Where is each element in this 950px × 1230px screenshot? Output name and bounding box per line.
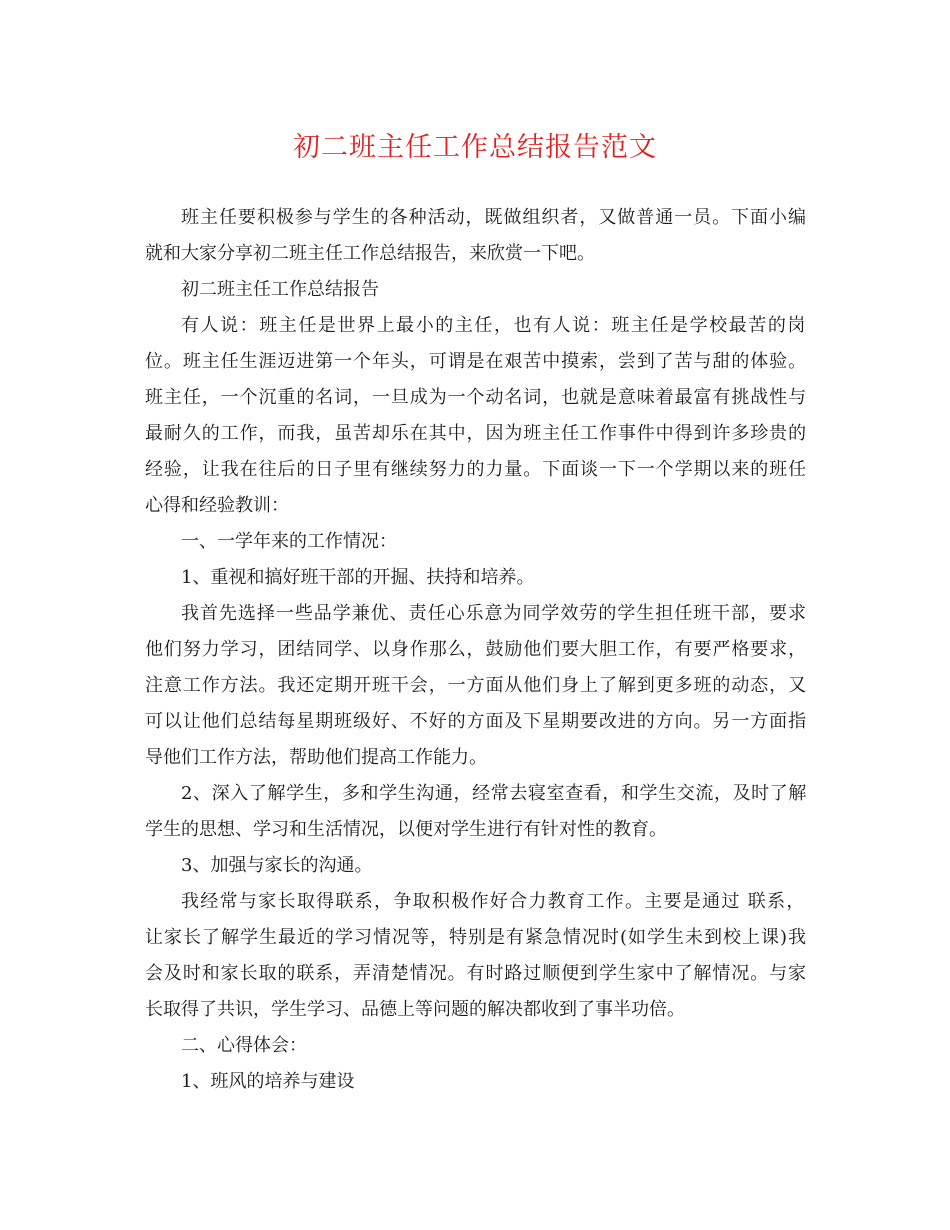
paragraph-line: 班主任，一个沉重的名词，一旦成为一个动名词，也就是意味着最富有挑战性与	[145, 387, 807, 408]
paragraph-line: 班主任要积极参与学生的各种活动，既做组织者，又做普通一员。下面小编	[181, 207, 807, 228]
paragraph-line: 我经常与家长取得联系，争取积极作好合力教育工作。主要是通过 联系，	[181, 891, 806, 912]
paragraph	[145, 1064, 807, 1100]
paragraph-line: 他们努力学习，团结同学、以身作那么，鼓励他们要大胆工作，有要严格要求，	[145, 639, 807, 660]
paragraph	[145, 560, 807, 596]
paragraph-line: 有人说：班主任是世界上最小的主任，也有人说：班主任是学校最苦的岗	[181, 315, 807, 336]
paragraph-line: 1、班风的培养与建设	[181, 1071, 355, 1092]
paragraph-line: 导他们工作方法，帮助他们提高工作能力。	[145, 747, 487, 768]
paragraph-line: 长取得了共识，学生学习、品德上等问题的解决都收到了事半功倍。	[145, 999, 685, 1020]
paragraph	[145, 884, 807, 1028]
paragraph	[145, 1028, 807, 1064]
paragraph-line: 初二班主任工作总结报告	[181, 279, 379, 300]
paragraph	[145, 524, 807, 560]
paragraph-line: 让家长了解学生最近的学习情况等，特别是有紧急情况时(如学生未到校上课)我	[145, 927, 807, 948]
paragraph-line: 最耐久的工作，而我，虽苦却乐在其中，因为班主任工作事件中得到许多珍贵的	[145, 423, 807, 444]
paragraph-line: 3、加强与家长的沟通。	[181, 855, 373, 876]
paragraph-line: 可以让他们总结每星期班级好、不好的方面及下星期要改进的方向。另一方面指	[145, 711, 807, 732]
paragraph-line: 1、重视和搞好班干部的开掘、扶持和培养。	[181, 567, 535, 588]
paragraph-line: 二、心得体会：	[181, 1035, 307, 1056]
paragraph-line: 学生的思想、学习和生活情况，以便对学生进行有针对性的教育。	[145, 819, 667, 840]
paragraph-line: 一、一学年来的工作情况：	[181, 531, 397, 552]
paragraph	[145, 308, 807, 524]
paragraph	[145, 848, 807, 884]
paragraph-line: 会及时和家长取的联系，弄清楚情况。有时路过顺便到学生家中了解情况。与家	[145, 963, 807, 984]
document-body	[145, 200, 807, 1100]
document-title: 初二班主任工作总结报告范文	[293, 132, 657, 163]
paragraph	[145, 200, 807, 272]
paragraph-line: 心得和经验教训：	[145, 495, 289, 516]
paragraph	[145, 776, 807, 848]
paragraph-line: 就和大家分享初二班主任工作总结报告，来欣赏一下吧。	[145, 243, 595, 264]
paragraph-line: 2、深入了解学生，多和学生沟通，经常去寝室查看，和学生交流，及时了解	[181, 783, 807, 804]
paragraph-line: 经验，让我在往后的日子里有继续努力的力量。下面谈一下一个学期以来的班任	[145, 459, 807, 480]
paragraph-line: 注意工作方法。我还定期开班干会，一方面从他们身上了解到更多班的动态，又	[145, 675, 807, 696]
paragraph	[145, 272, 807, 308]
paragraph-line: 我首先选择一些品学兼优、责任心乐意为同学效劳的学生担任班干部，要求	[181, 603, 807, 624]
paragraph-line: 位。班主任生涯迈进第一个年头，可谓是在艰苦中摸索，尝到了苦与甜的体验。	[145, 351, 807, 372]
paragraph	[145, 596, 807, 776]
